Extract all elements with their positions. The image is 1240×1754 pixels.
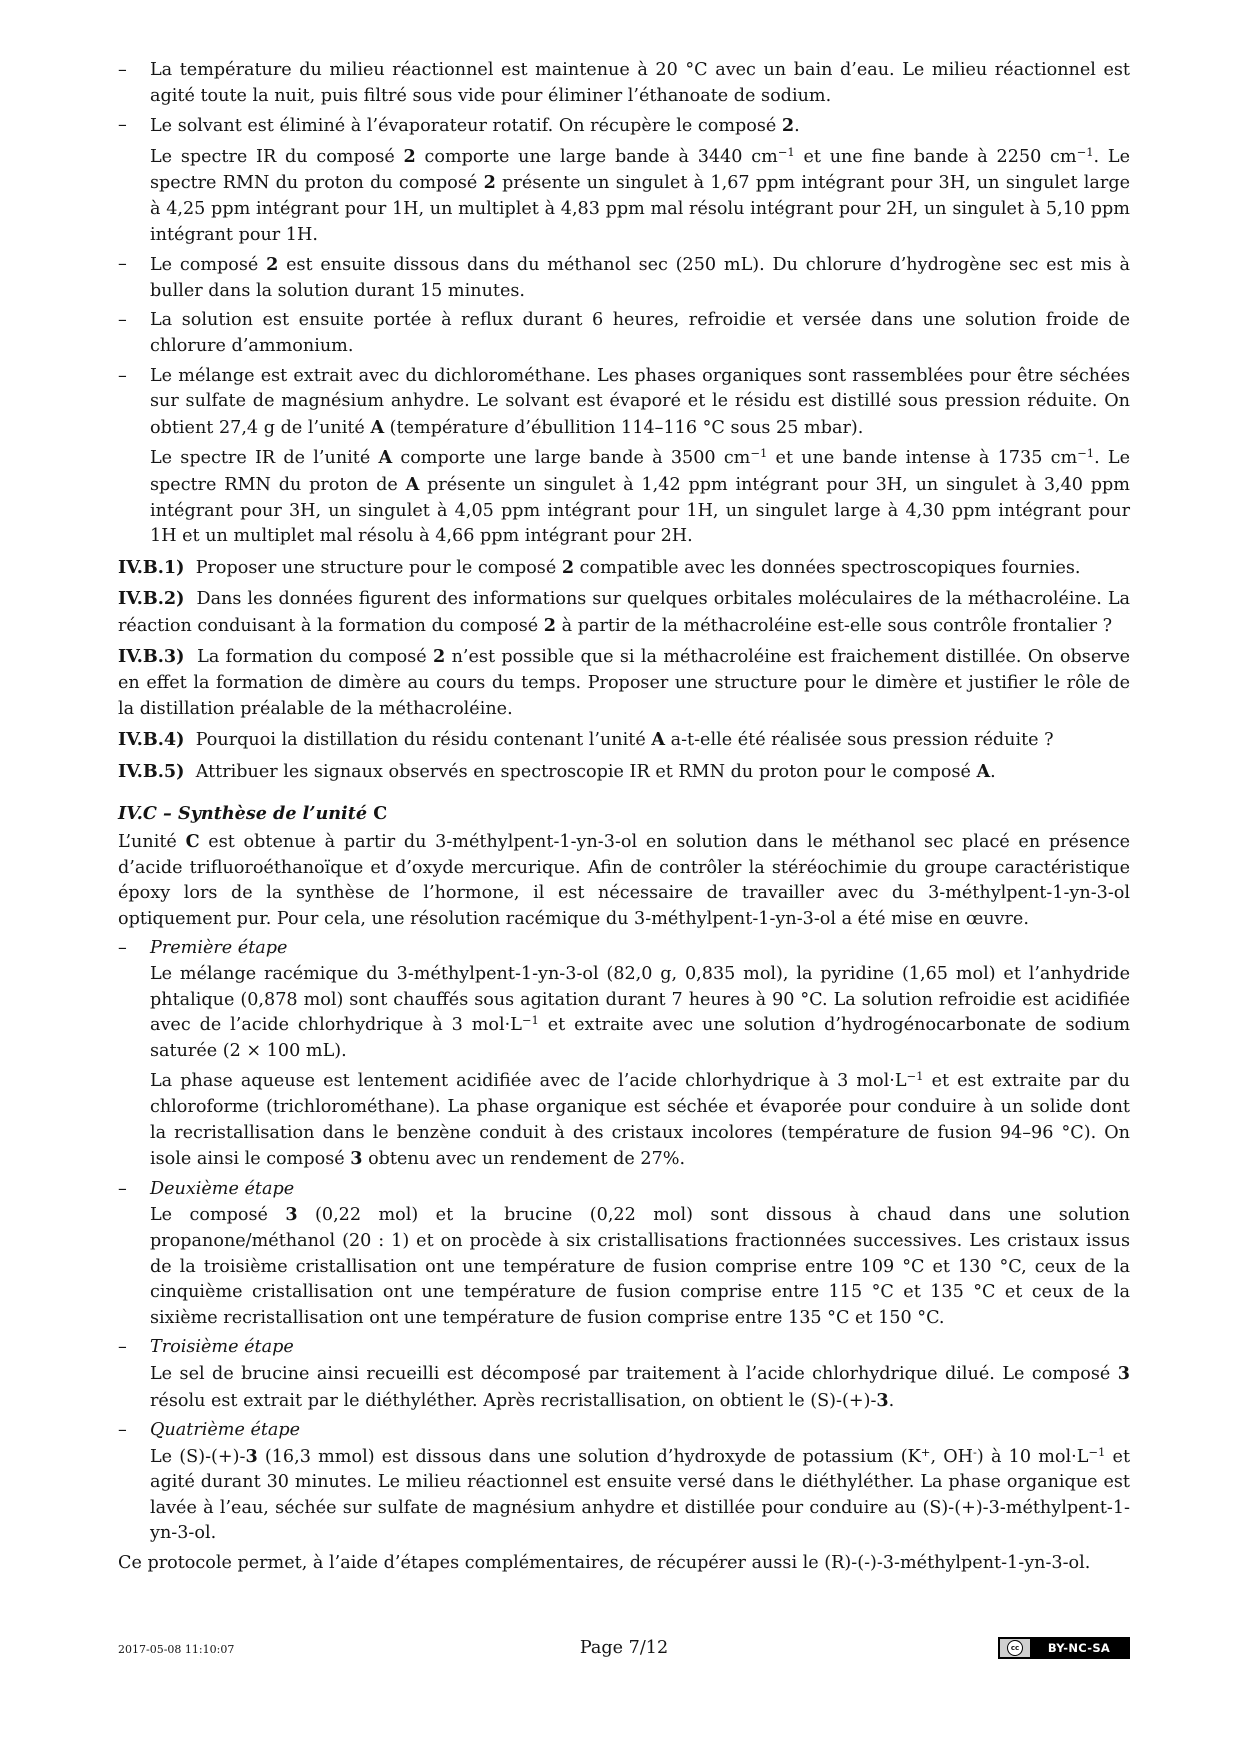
bullet-dash: – (118, 254, 127, 275)
bullet-dash: – (118, 60, 127, 80)
step-item (118, 1177, 1130, 1332)
conclusion-paragraph: Ce protocole permet, à l’aide d’étapes complémentaires, de récupérer aussi le (R)-(-)-3-méthylpent-1-yn-3-ol. (118, 1553, 1091, 1574)
intro-paragraph: L’unité C est obtenue à partir du 3-méthylpent-1-yn-3-ol en solution dans le méthanol sec placé en présence d’acide trifluoroéthanoïque et d’oxyde mercurique. Afin de contrôler la stéréochimie du groupe caractéristique époxy lors de la synthèse de l’hormone, il est nécessaire de travailler avec du 3-méthylpent-1-yn-3-ol optiquement pur. Pour cela, une résolution racémique du 3-méthylpent-1-yn-3-ol a été mise en œuvre. (118, 831, 1131, 929)
ir-nmr-paragraph-unit-a: Le spectre IR de l’unité A comporte une large bande à 3500 $cm^{-1}$ et une bande intense à 1735 $cm^{-1}$. Le spectre RMN du proton de A présente un singulet à 1,42 ppm intégrant pour 3H, un singulet à 3,40 ppm intégrant pour 3H, un singulet à 4,05 ppm intégrant pour 1H, un singulet large à 4,30 ppm intégrant pour 1H et un multiplet mal résolu à 4,66 ppm intégrant pour 2H. (150, 446, 1130, 547)
step-paragraph: Le mélange racémique du 3-méthylpent-1-yn-3-ol (82,0 g, 0,835 mol), la pyridine (1,65 mol) et l’anhydride phtalique (0,878 mol) sont chauffés sous agitation durant 7 heures à 90 °C. La solution refroidie est acidifiée avec de l’acide chlorhydrique à 3 $mol\cdot L^{-1}$ et extraite avec une solution d’hydrogénocarbonate de sodium saturée (2 × 100 mL). (150, 964, 1131, 1061)
timestamp: 2017-05-08 11:10:07 (118, 1643, 235, 1656)
step-paragraph: Le composé 3 (0,22 mol) et la brucine (0,22 mol) sont dissous à chaud dans une solution propanone/méthanol (20 : 1) et on procède à six cristallisations fractionnées successives. Les cristaux issus de la troisième cristallisation ont une température de fusion comprise entre 109 °C et 130 °C, ceux de la cinquième cristallisation ont une température de fusion comprise entre 115 °C et 135 °C et ceux de la sixième recristallisation ont une température de fusion comprise entre 135 °C et 150 °C. (150, 1204, 1130, 1328)
section-heading: IV.C – Synthèse de l’unité C (118, 803, 388, 825)
step-paragraph: Le sel de brucine ainsi recueilli est décomposé par traitement à l’acide chlorhydrique dilué. Le composé 3 résolu est extrait par le diéthyléther. Après recristallisation, on obtient le (S)-(+)-3. (150, 1362, 1130, 1411)
page-number: Page 7/12 (579, 1638, 669, 1658)
step-title: Deuxième étape (150, 1178, 295, 1199)
question-iv-b-4: IV.B.4) Pourquoi la distillation du résidu contenant l’unité A a-t-elle été réalisée sous pression réduite ? (118, 729, 1054, 751)
step-title: Première étape (150, 938, 288, 959)
step-item (118, 1335, 1130, 1414)
license-label: BY-NC-SA (1047, 1641, 1111, 1655)
question-iv-b-3: IV.B.3) La formation du composé 2 n’est possible que si la méthacroléine est fraichement distillée. On observe en effet la formation de dimère au cours du temps. Proposer une structure pour le dimère et justifier le rôle de la distillation préalable de la méthacroléine. (118, 646, 1130, 719)
item-text: Le mélange est extrait avec du dichlorométhane. Les phases organiques sont rassemblées pour être séchées sur sulfate de magnésium anhydre. Le solvant est évaporé et le résidu est distillé sous pression réduite. On obtient 27,4 g de l’unité A (température d’ébullition 114–116 °C sous 25 mbar). (150, 365, 1130, 438)
bullet-dash: – (118, 1337, 127, 1358)
step-item (118, 936, 1130, 1172)
creative-commons-icon: cc (1007, 1640, 1023, 1656)
item-text: Le composé 2 est ensuite dissous dans du méthanol sec (250 mL). Du chlorure d’hydrogène sec est mis à buller dans la solution durant 15 minutes. (150, 254, 1130, 301)
item-text: Le solvant est éliminé à l’évaporateur rotatif. On récupère le composé 2. (150, 115, 800, 137)
question-iv-b-2: IV.B.2) Dans les données figurent des informations sur quelques orbitales moléculaires de la méthacroléine. La réaction conduisant à la formation du composé 2 à partir de la méthacroléine est-elle sous contrôle frontalier ? (118, 588, 1131, 636)
bullet-dash: – (118, 115, 127, 136)
bullet-dash: – (118, 1420, 127, 1441)
bullet-dash: – (118, 365, 127, 386)
list-item-continuation (118, 144, 1130, 248)
list-item (118, 113, 1130, 140)
step-title: Troisième étape (150, 1337, 294, 1358)
step-title: Quatrième étape (150, 1420, 301, 1441)
ir-nmr-paragraph-compound-2: Le spectre IR du composé 2 comporte une large bande à 3440 $cm^{-1}$ et une fine bande à 2250 $cm^{-1}$. Le spectre RMN du proton du composé 2 présente un singulet à 1,67 ppm intégrant pour 3H, un singulet large à 4,25 ppm intégrant pour 1H, un multiplet à 4,83 ppm mal résolu intégrant pour 2H, un singulet à 5,10 ppm intégrant pour 1H. (150, 144, 1131, 245)
list-item (118, 308, 1130, 359)
bullet-dash: – (118, 310, 127, 331)
bullet-dash: – (118, 1178, 127, 1199)
question-iv-b-5: IV.B.5) Attribuer les signaux observés en spectroscopie IR et RMN du proton pour le composé A. (118, 760, 996, 782)
page-footer (118, 1637, 1130, 1665)
step-paragraph: La phase aqueuse est lentement acidifiée avec de l’acide chlorhydrique à 3 $mol\cdot L^{-1}$ et est extraite par du chloroforme (trichlorométhane). La phase organique est séchée et évaporée pour conduire à un solide dont la recristallisation dans le benzène conduit à des cristaux incolores (température de fusion 94–96 °C). On isole ainsi le composé 3 obtenu avec un rendement de 27%. (150, 1069, 1131, 1170)
item-text: La solution est ensuite portée à reflux durant 6 heures, refroidie et versée dans une solution froide de chlorure d’ammonium. (150, 310, 1130, 356)
list-item-continuation (118, 445, 1130, 549)
step-paragraph: Le (S)-(+)-3 (16,3 mmol) est dissous dans une solution d’hydroxyde de potassium (K+, OH-) à 10 $mol\cdot L^{-1}$ et agité durant 30 minutes. Le milieu réactionnel est ensuite versé dans le diéthyléther. La phase organique est lavée à l’eau, séchée sur sulfate de magnésium anhydre et distillée pour conduire au (S)-(+)-3-méthylpent-1-yn-3-ol. (150, 1444, 1131, 1544)
bullet-dash: – (118, 938, 127, 959)
question-iv-b-1: IV.B.1) Proposer une structure pour le composé 2 compatible avec les données spectroscopiques fournies. (118, 556, 1081, 578)
list-item (118, 252, 1130, 304)
license-badge[interactable] (998, 1637, 1130, 1659)
list-item (118, 364, 1130, 442)
step-item (118, 1418, 1130, 1547)
page-content (118, 58, 1130, 1577)
list-item (118, 58, 1130, 109)
item-text: La température du milieu réactionnel est maintenue à 20 °C avec un bain d’eau. Le milieu réactionnel est agité toute la nuit, puis filtré sous vide pour éliminer l’éthanoate de sodium. (150, 60, 1130, 106)
